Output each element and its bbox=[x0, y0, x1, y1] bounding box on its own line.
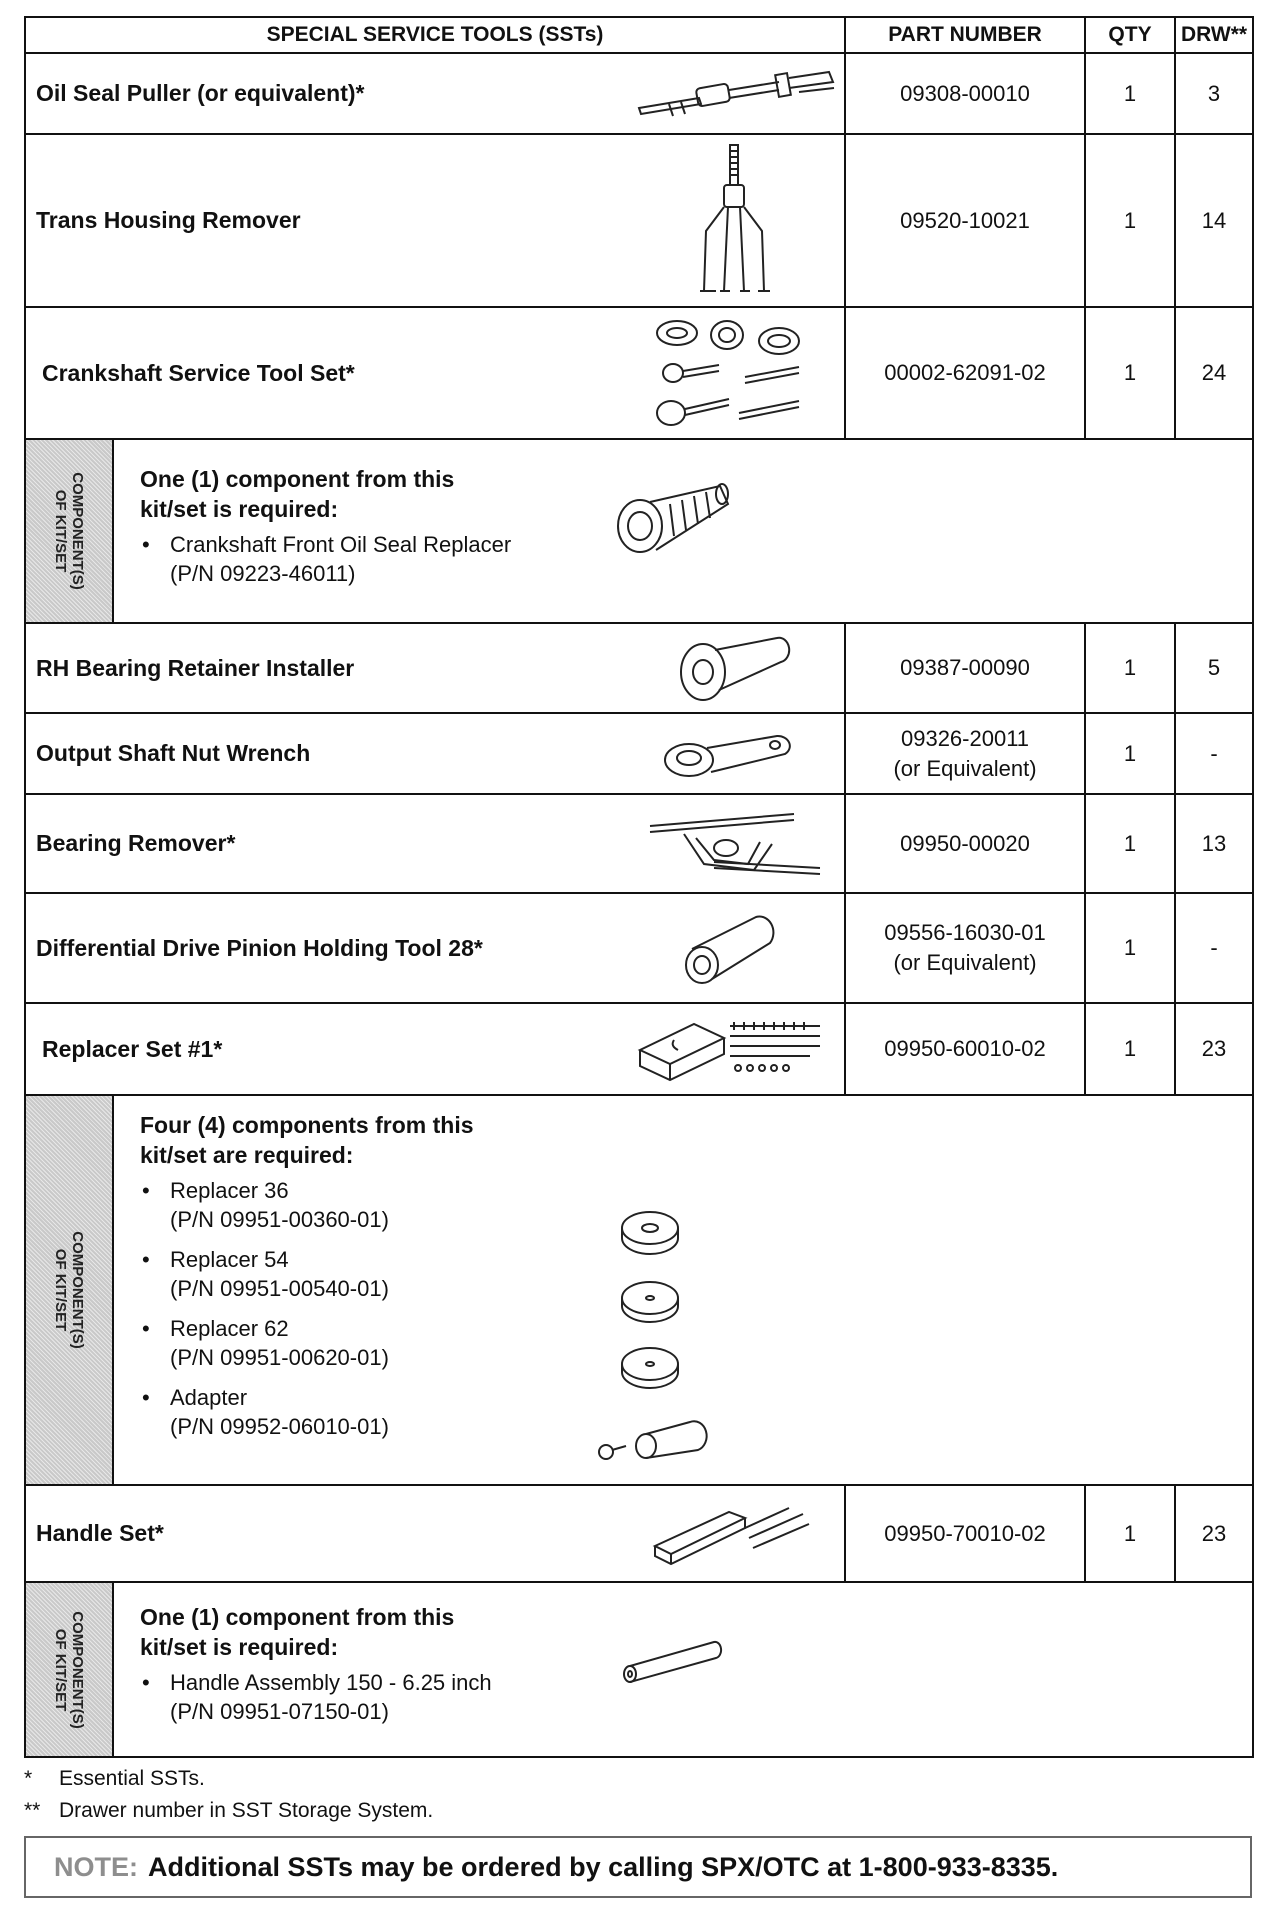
drawer-cell: 24 bbox=[1175, 307, 1253, 439]
header-drawer: DRW** bbox=[1175, 17, 1253, 53]
table-row bbox=[25, 53, 1253, 134]
oil-seal-replacer-icon bbox=[610, 474, 750, 564]
part-number: 09520-10021 bbox=[900, 207, 1030, 233]
qty-cell: 1 bbox=[1085, 623, 1175, 713]
sst-sheet bbox=[24, 16, 1252, 1898]
tool-name: RH Bearing Retainer Installer bbox=[36, 654, 355, 681]
kit-heading: One (1) component from this kit/set is required: bbox=[140, 465, 455, 522]
part-number-cell bbox=[845, 1003, 1085, 1095]
part-number-cell bbox=[845, 307, 1085, 439]
tool-cell bbox=[25, 134, 845, 307]
kit-item: • Handle Assembly 150 - 6.25 inch (P/N 09951-07150-01) bbox=[142, 1670, 492, 1724]
qty-cell: 1 bbox=[1085, 713, 1175, 794]
part-number-note: (or Equivalent) bbox=[893, 950, 1037, 975]
tool-cell bbox=[25, 794, 845, 893]
qty-cell: 1 bbox=[1085, 1485, 1175, 1582]
part-number-cell bbox=[845, 713, 1085, 794]
drawer-cell: 23 bbox=[1175, 1003, 1253, 1095]
tool-cell bbox=[25, 307, 845, 439]
tool-name: Oil Seal Puller (or equivalent)* bbox=[36, 80, 365, 106]
kit-heading: One (1) component from this kit/set is required: bbox=[140, 1604, 455, 1660]
kit-item: • Replacer 62 (P/N 09951-00620-01) bbox=[142, 1316, 389, 1370]
bearing-remover-icon bbox=[624, 804, 844, 884]
part-number-cell bbox=[845, 794, 1085, 893]
part-number-cell bbox=[845, 134, 1085, 307]
part-number: 09950-70010-02 bbox=[884, 1520, 1046, 1546]
qty-cell: 1 bbox=[1085, 794, 1175, 893]
tool-cell bbox=[25, 1003, 845, 1095]
table-row bbox=[25, 623, 1253, 713]
kit-item: • Adapter (P/N 09952-06010-01) bbox=[142, 1385, 389, 1439]
component-side-label: COMPONENT(S) OF KIT/SET bbox=[52, 1610, 86, 1729]
oil-seal-puller-icon bbox=[624, 64, 844, 124]
footnote-drawer: ** Drawer number in SST Storage System. bbox=[24, 1799, 434, 1822]
kit-component-row bbox=[25, 1095, 1253, 1485]
crankshaft-tool-set-icon bbox=[624, 313, 844, 433]
note-box bbox=[24, 1836, 1252, 1898]
kit-item: • Replacer 54 (P/N 09951-00540-01) bbox=[142, 1247, 389, 1301]
replacer-disc-icon bbox=[610, 1342, 690, 1394]
part-number: 09556-16030-01 bbox=[884, 920, 1046, 945]
part-number-cell bbox=[845, 1485, 1085, 1582]
tool-cell bbox=[25, 53, 845, 134]
tool-name: Crankshaft Service Tool Set* bbox=[42, 359, 355, 386]
kit-details-cell bbox=[113, 439, 1253, 623]
qty-cell: 1 bbox=[1085, 307, 1175, 439]
qty-cell: 1 bbox=[1085, 53, 1175, 134]
special-service-tools-table bbox=[24, 16, 1254, 1758]
table-row bbox=[25, 893, 1253, 1003]
part-number: 09950-00020 bbox=[900, 830, 1030, 856]
table-row bbox=[25, 307, 1253, 439]
table-row bbox=[25, 713, 1253, 794]
replacer-disc-icon bbox=[610, 1276, 690, 1328]
kit-component-row bbox=[25, 439, 1253, 623]
tool-cell bbox=[25, 713, 845, 794]
tool-name: Bearing Remover* bbox=[36, 830, 236, 856]
nut-wrench-icon bbox=[624, 724, 844, 784]
handle-assembly-icon bbox=[610, 1632, 730, 1692]
part-number: 00002-62091-02 bbox=[884, 360, 1046, 385]
part-number: 09387-00090 bbox=[900, 655, 1030, 680]
tool-cell bbox=[25, 623, 845, 713]
drawer-cell: 14 bbox=[1175, 134, 1253, 307]
component-side-label: COMPONENT(S) OF KIT/SET bbox=[52, 472, 86, 590]
note-text: Additional SSTs may be ordered by calling SPX/OTC at 1-800-933-8335. bbox=[148, 1851, 1059, 1882]
component-side-label-cell bbox=[25, 1095, 113, 1485]
tool-name: Differential Drive Pinion Holding Tool 28* bbox=[36, 934, 483, 961]
part-number: 09326-20011 bbox=[900, 725, 1030, 751]
kit-component-row bbox=[25, 1582, 1253, 1757]
header-part-number: PART NUMBER bbox=[845, 17, 1085, 53]
tool-name: Replacer Set #1* bbox=[42, 1035, 223, 1062]
tool-cell bbox=[25, 893, 845, 1003]
footnote-essential: * Essential SSTs. bbox=[24, 1767, 205, 1790]
kit-item: • Crankshaft Front Oil Seal Replacer (P/N 09223-46011) bbox=[142, 531, 512, 586]
component-side-label-cell bbox=[25, 1582, 113, 1757]
qty-cell: 1 bbox=[1085, 1003, 1175, 1095]
drawer-cell: 23 bbox=[1175, 1485, 1253, 1582]
component-side-label: COMPONENT(S) OF KIT/SET bbox=[52, 1231, 86, 1349]
replacer-disc-icon bbox=[610, 1206, 690, 1260]
tool-cell bbox=[25, 1485, 845, 1582]
part-number-cell bbox=[845, 893, 1085, 1003]
component-side-label-cell bbox=[25, 439, 113, 623]
table-row bbox=[25, 1485, 1253, 1582]
tool-name: Trans Housing Remover bbox=[36, 207, 301, 233]
part-number: 09950-60010-02 bbox=[884, 1036, 1046, 1061]
handle-set-icon bbox=[624, 1494, 844, 1574]
qty-cell: 1 bbox=[1085, 893, 1175, 1003]
kit-details-cell bbox=[113, 1582, 1253, 1757]
table-header-row bbox=[25, 17, 1253, 53]
pinion-holding-tool-icon bbox=[624, 903, 844, 993]
drawer-cell: 5 bbox=[1175, 623, 1253, 713]
part-number: 09308-00010 bbox=[900, 80, 1030, 106]
tool-name: Handle Set* bbox=[36, 1520, 164, 1546]
table-row bbox=[25, 134, 1253, 307]
kit-heading: Four (4) components from this kit/set are required: bbox=[140, 1112, 474, 1168]
housing-remover-icon bbox=[624, 141, 844, 301]
kit-details-cell bbox=[113, 1095, 1253, 1485]
header-qty: QTY bbox=[1085, 17, 1175, 53]
kit-item: • Replacer 36 (P/N 09951-00360-01) bbox=[142, 1178, 389, 1232]
drawer-cell: 13 bbox=[1175, 794, 1253, 893]
tool-name: Output Shaft Nut Wrench bbox=[36, 740, 311, 766]
table-row bbox=[25, 794, 1253, 893]
drawer-cell: - bbox=[1175, 893, 1253, 1003]
part-number-cell bbox=[845, 623, 1085, 713]
drawer-cell: - bbox=[1175, 713, 1253, 794]
part-number-cell bbox=[845, 53, 1085, 134]
retainer-installer-icon bbox=[624, 628, 844, 708]
replacer-set-icon bbox=[624, 1014, 844, 1084]
drawer-cell: 3 bbox=[1175, 53, 1253, 134]
note-label: NOTE: bbox=[54, 1851, 138, 1882]
qty-cell: 1 bbox=[1085, 134, 1175, 307]
table-row bbox=[25, 1003, 1253, 1095]
part-number-note: (or Equivalent) bbox=[893, 755, 1037, 781]
header-tool: SPECIAL SERVICE TOOLS (SSTs) bbox=[25, 17, 845, 53]
